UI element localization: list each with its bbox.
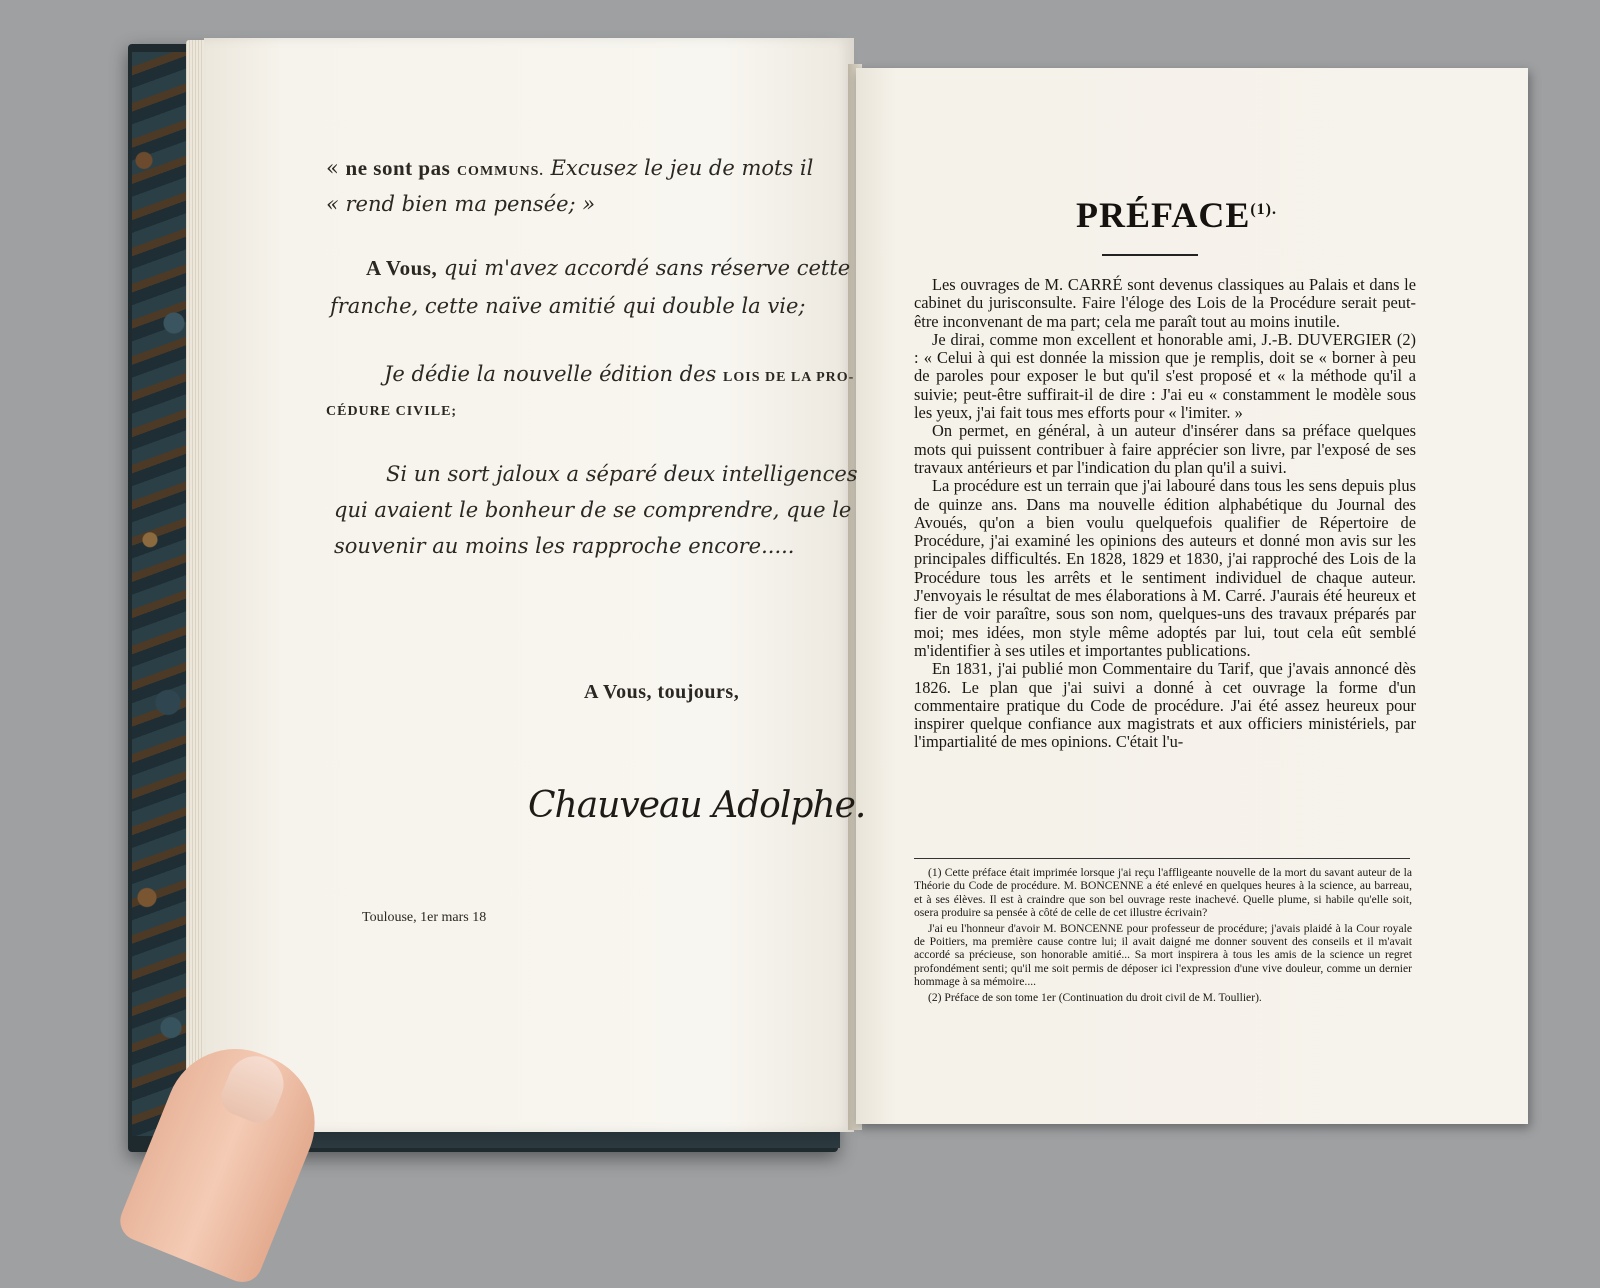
script-text: Je dédie la nouvelle édition des <box>384 362 717 386</box>
footnotes <box>914 866 1412 1006</box>
dedication-para-4-line-1: Si un sort jaloux a séparé deux intelligences <box>386 462 858 486</box>
closing-line: A Vous, toujours, <box>584 681 740 703</box>
dedication-line-2: « rend bien ma pensée; » <box>326 192 596 216</box>
dedication-para-2-line-1 <box>366 250 850 286</box>
footnote: (2) Préface de son tome 1er (Continuation du droit civil de M. Toullier). <box>928 990 1262 1004</box>
caps-text: CÉDURE CIVILE; <box>326 404 458 419</box>
dedication-line-1 <box>326 150 813 190</box>
caps-text: COMMUNS. <box>456 164 544 179</box>
page-title <box>1076 194 1277 236</box>
preface-body <box>914 276 1416 752</box>
paragraph: Je dirai, comme mon excellent et honorable ami, J.-B. DUVERGIER (2) : « Celui à qui est donnée la mission que je remplis, doit se « borner à peu de paroles pour exposer le but qu'il s'est proposé et « la méthode qu'il a suivie; peut-être suffirait-il de dire : J'ai eu « constamment le modèle sous les yeux, j'ai fait tous mes efforts pour « l'imiter. » <box>914 329 1416 423</box>
dedication-para-3-line-2 <box>326 390 457 430</box>
dedication-para-4-line-2: qui avaient le bonheur de se comprendre, que le <box>334 498 852 522</box>
title-text: PRÉFACE <box>1076 195 1251 235</box>
caps-text: LOIS DE LA PRO- <box>723 370 855 385</box>
script-text: qui m'avez accordé sans réserve cette <box>443 256 851 280</box>
dedication-para-2-line-2: franche, cette naïve amitié qui double la vie; <box>330 294 806 318</box>
paragraph: Les ouvrages de M. CARRÉ sont devenus classiques au Palais et dans le cabinet du jurisconsulte. Faire l'éloge des Lois de la Procédure serait peut-être inconvenant de ma part; cela me paraît tout au moins inutile. <box>914 275 1416 331</box>
script-text: Excusez le jeu de mots il <box>550 156 814 180</box>
paragraph: On permet, en général, à un auteur d'insérer dans sa préface quelques mots qui puissent contribuer à faire apprécier son livre, par l'exposé de ses travaux antérieurs et par l'indication du plan qu'il a suivi. <box>914 421 1416 477</box>
signature: Chauveau Adolphe. <box>528 785 866 826</box>
title-footnote-marker: (1). <box>1250 201 1277 218</box>
gothic-text: ne sont pas <box>345 156 451 180</box>
footnote: J'ai eu l'honneur d'avoir M. BONCENNE pour professeur de procédure; j'avais plaidé à la Cour royale de Poitiers, ma première cause contre lui; il avait daigné me donner souvent des conseils et il m'avait accordé sa précieuse, son honorable amitié... Sa mort inspirera à tous les amis de la science un regret profondément senti; qu'il me soit permis de déposer ici l'expression d'une vive douleur, comme un dernier hommage à sa mémoire.... <box>914 921 1412 989</box>
footnote-rule <box>914 858 1410 859</box>
place-date: Toulouse, 1er mars 18 <box>362 910 487 925</box>
paragraph: En 1831, j'ai publié mon Commentaire du Tarif, que j'avais annoncé dès 1826. Le plan que j'ai suivi a donné à cet ouvrage la forme d'un commentaire pratique du Code de procédure. J'ai été assez heureux pour inspirer quelque confiance aux magistrats et aux officiers ministériels, par l'impartialité de mes opinions. C'était l'u- <box>914 659 1416 752</box>
gothic-text: A Vous, <box>366 256 438 280</box>
marbled-endpaper <box>132 52 192 1136</box>
title-rule <box>1102 254 1198 256</box>
paragraph: La procédure est un terrain que j'ai labouré dans tous les sens depuis plus de quinze ans. Dans ma nouvelle édition alphabétique du Journal des Avoués, qu'on a bien voulu quelquefois qualifier de Répertoire de Procédure, j'ai examiné les opinions des auteurs et donné mon avis sur les principales difficultés. En 1828, 1829 et 1830, j'ai rapproché des Lois de la Procédure tous les arrêts et le sentiment individuel de chaque auteur. J'envoyais le résultat de mes élaborations à M. Carré. J'aurais été heureux et fier de voir paraître, sous son nom, quelques-uns des travaux préparés par moi; mes idées, mon style même adoptés par lui, tout cela eût semblé m'identifier à ses utiles et importantes publications. <box>914 476 1416 660</box>
quote-mark: « <box>326 156 339 180</box>
footnote: (1) Cette préface était imprimée lorsque j'ai reçu l'affligeante nouvelle de la mort du savant auteur de la Théorie du Code de procédure. M. BONCENNE a été enlevé en quelques heures à la science, au barreau, et à ses élèves. Il est à craindre que son bel ouvrage reste inachevé. Quelle plume, si habile qu'elle soit, osera produire sa pensée à côté de celle de cet illustre écrivain? <box>914 866 1412 920</box>
dedication-para-4-line-3: souvenir au moins les rapproche encore..... <box>334 534 795 558</box>
